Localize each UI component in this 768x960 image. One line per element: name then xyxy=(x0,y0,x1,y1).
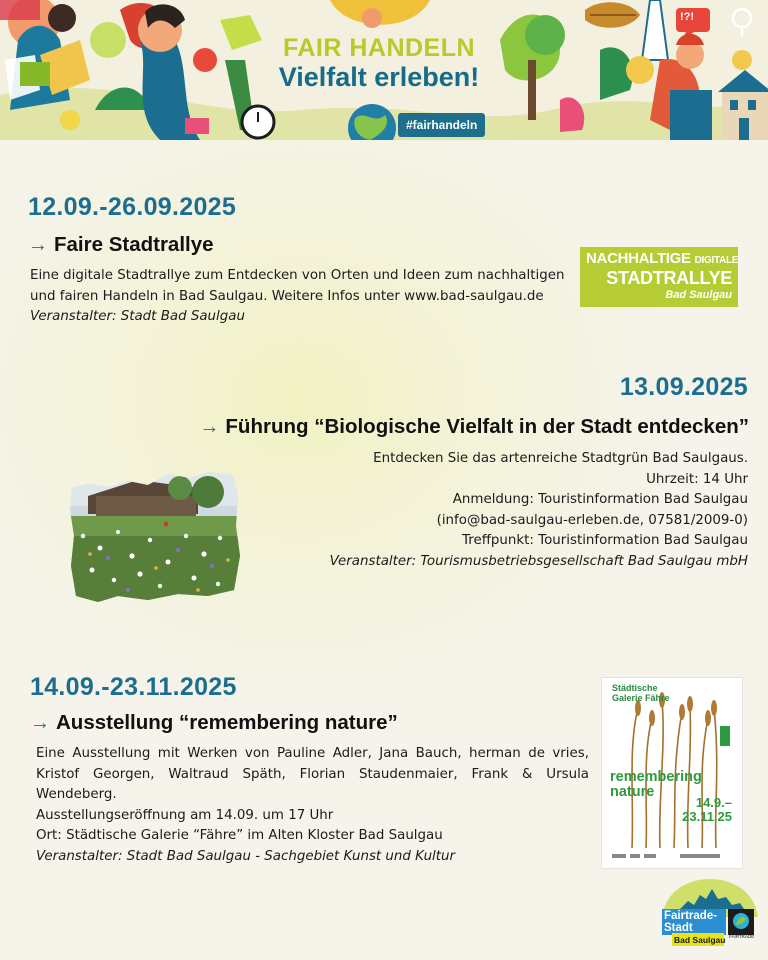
event2-line: Entdecken Sie das artenreiche Stadtgrün Bad Saulgaus. xyxy=(373,451,748,466)
event3-artists: Eine Ausstellung mit Werken von Pauline Adler, Jana Bauch, herman de vries, Kristof Georgen, Waltraud Späth, Florian Staudenmaier, Frank & Ursula Wendeberg. xyxy=(36,746,589,802)
fairtrade-line1: Fairtrade- xyxy=(664,910,718,922)
event2-date: 13.09.2025 xyxy=(619,373,748,401)
stadtrallye-badge xyxy=(580,247,738,307)
event3-date: 14.09.-23.11.2025 xyxy=(30,673,237,701)
event3-title xyxy=(30,711,398,735)
header-banner xyxy=(0,0,768,140)
event3-organizer: Veranstalter: Stadt Bad Saulgau - Sachgebiet Kunst und Kultur xyxy=(36,848,456,864)
event2-title-text: Führung “Biologische Vielfalt in der Stadt entdecken” xyxy=(225,415,749,438)
event1-line: und fairen Handeln in Bad Saulgau. Weitere Infos unter www.bad-saulgau.de xyxy=(30,288,544,304)
event1-title xyxy=(28,233,214,257)
event2-description xyxy=(278,449,748,572)
event2-title xyxy=(199,415,749,439)
exhibition-poster xyxy=(602,678,742,868)
event3-description xyxy=(36,744,589,867)
event1-description xyxy=(30,266,575,328)
event2-line: (info@bad-saulgau-erleben.de, 07581/2009-0) xyxy=(436,512,748,528)
poster-date-line1: 14.9.– xyxy=(695,795,732,810)
event1-date: 12.09.-26.09.2025 xyxy=(28,193,237,221)
poster-gallery-line1: Städtische xyxy=(612,683,658,693)
banner-title-line2: Vielfalt erleben! xyxy=(278,62,480,92)
event3-line: Ort: Städtische Galerie “Fähre” im Alten Kloster Bad Saulgau xyxy=(36,828,443,843)
event2-organizer: Veranstalter: Tourismusbetriebsgesellschaft Bad Saulgau mbH xyxy=(329,553,748,569)
event2-line: Anmeldung: Touristinformation Bad Saulgau xyxy=(452,492,748,507)
event1-line: Eine digitale Stadtrallye zum Entdecken von Orten und Ideen zum nachhaltigen xyxy=(30,268,565,283)
badge-line1 xyxy=(586,250,739,267)
fairtrade-line2: Stadt xyxy=(664,922,693,934)
badge-line2: STADTRALLYE xyxy=(606,268,732,288)
banner-title-line1: FAIR HANDELN xyxy=(282,34,476,62)
event1-organizer: Veranstalter: Stadt Bad Saulgau xyxy=(30,309,245,324)
poster-gallery-line2: Galerie Fähre xyxy=(612,693,670,703)
event1-title-text: Faire Stadtrallye xyxy=(54,233,214,256)
fairtrade-stadt-title xyxy=(664,910,717,934)
badge-line1-text: NACHHALTIGE xyxy=(586,250,691,267)
banner-title xyxy=(274,36,484,91)
poster-title-line2: nature xyxy=(610,784,655,800)
poster-date xyxy=(682,796,732,824)
arrow-icon: → xyxy=(28,234,48,256)
event2-line: Treffpunkt: Touristinformation Bad Saulgau xyxy=(462,533,748,548)
badge-line1-small: DIGITALE xyxy=(694,255,739,266)
event2-line: Uhrzeit: 14 Uhr xyxy=(646,471,748,487)
poster-gallery xyxy=(612,683,670,703)
event3-title-text: Ausstellung “remembering nature” xyxy=(56,711,398,734)
speech-bubble-text: !?! xyxy=(680,11,695,23)
fairtrade-stadt-logo xyxy=(660,877,760,955)
badge-line3: Bad Saulgau xyxy=(665,289,732,301)
arrow-icon: → xyxy=(30,712,50,734)
poster-title-line1: remembering xyxy=(610,769,702,785)
fairtrade-city: Bad Saulgau xyxy=(674,935,726,945)
poster-date-line2: 23.11.25 xyxy=(682,809,732,824)
meadow-photo xyxy=(68,466,242,604)
arrow-icon: → xyxy=(199,416,220,438)
fairtrade-mark-label: FAIRTRADE xyxy=(729,934,755,939)
event3-line: Ausstellungseröffnung am 14.09. um 17 Uhr xyxy=(36,807,334,823)
hashtag-badge: #fairhandeln xyxy=(398,113,485,137)
